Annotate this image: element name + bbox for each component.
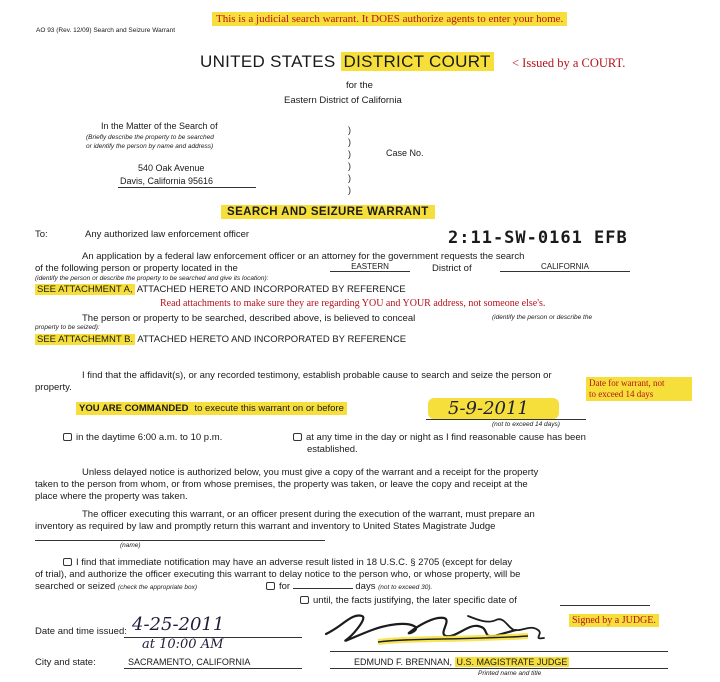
date-issued-value: 4-25-2011 (132, 614, 225, 635)
until-option[interactable] (300, 595, 517, 606)
court-highlight: DISTRICT COURT (341, 52, 494, 71)
delay-days-small: (not to exceed 30). (378, 584, 433, 591)
application-district: EASTERN (330, 262, 410, 272)
annotation-date-note-1: Date for warrant, not (589, 378, 665, 388)
to-label: To: (35, 229, 48, 240)
matter-address-1: 540 Oak Avenue (138, 163, 205, 173)
until-label: until, the facts justifying, the later specific date of (313, 595, 517, 606)
name-underline (35, 540, 325, 541)
judge-name: EDMUND F. BRENNAN, (354, 657, 453, 667)
case-no-label: Case No. (386, 148, 424, 158)
delay-checkbox[interactable] (63, 558, 72, 566)
application-small: (identify the person or describe the property to be searched and give its location): (35, 275, 269, 282)
delay-for-label: for (279, 581, 291, 592)
date-issued-label: Date and time issued: (35, 626, 127, 637)
to-value: Any authorized law enforcement officer (85, 229, 250, 240)
application-state: CALIFORNIA (500, 262, 630, 272)
delay-days-blank[interactable] (293, 588, 353, 589)
anytime-checkbox[interactable] (293, 433, 302, 441)
delay-for-checkbox[interactable] (266, 582, 275, 590)
commanded-rest: to execute this warrant on or before (191, 402, 346, 415)
printed-name-underline (330, 668, 668, 669)
attachment-b-rest: ATTACHED HERETO AND INCORPORATED BY REFERENCE (137, 334, 407, 345)
attachment-a-line (35, 284, 406, 295)
delay-days-label: days (355, 581, 376, 592)
matter-desc-2: or identify the person by name and address) (86, 143, 214, 150)
execute-by-date: 5-9-2011 (428, 398, 559, 419)
execute-by-underline (426, 419, 586, 420)
attachment-a-highlight: SEE ATTACHMENT A, (37, 284, 133, 295)
notice-line-1: Unless delayed notice is authorized below, you must give a copy of the warrant and a receipt for the property (82, 467, 539, 478)
city-label: City and state: (35, 657, 96, 668)
anytime-option[interactable] (293, 432, 586, 443)
application-line-2: of the following person or property located in the (35, 263, 238, 274)
anytime-label-2: established. (307, 444, 358, 455)
conceal-line: The person or property to be searched, described above, is believed to conceal (82, 313, 416, 324)
attachment-b-highlight: SEE ATTACHEMNT B. (37, 334, 134, 345)
matter-underline (118, 187, 256, 188)
affidavit-line-2: property. (35, 382, 72, 393)
delay-line-3 (35, 581, 197, 592)
time-issued-value: at 10:00 AM (142, 637, 224, 652)
printed-name-label: Printed name and title (478, 670, 542, 677)
affidavit-line-1: I find that the affidavit(s), or any recorded testimony, establish probable cause to search and seize the person or (82, 370, 552, 381)
delay-line-1[interactable] (63, 557, 512, 568)
daytime-checkbox[interactable] (63, 433, 72, 441)
notice-line-2: taken to the person from whom, or from whose premises, the property was taken, or leave the copy and receipt at the (35, 479, 528, 490)
name-label: (name) (120, 542, 141, 549)
case-number: 2:11-SW-0161 EFB (448, 228, 628, 248)
judge-title: U.S. MAGISTRATE JUDGE (456, 657, 568, 667)
daytime-option[interactable] (63, 432, 222, 443)
application-district-of: District of (432, 263, 472, 274)
for-the: for the (346, 80, 373, 91)
matter-brackets: ) ) ) ) ) ) (348, 125, 351, 195)
annotation-top: This is a judicial search warrant. It DOES authorize agents to enter your home. (212, 12, 567, 26)
annotation-court: < Issued by a COURT. (512, 56, 626, 70)
delay-label-3: searched or seized (35, 581, 116, 592)
delay-small: (check the appropriate box) (117, 584, 198, 591)
officer-line-1: The officer executing this warrant, or an officer present during the execution of the warrant, must prepare an (82, 509, 535, 520)
district-name: Eastern District of California (284, 95, 402, 106)
commanded-highlight: YOU ARE COMMANDED (76, 402, 191, 415)
matter-desc-1: (Briefly describe the property to be searched (86, 134, 214, 141)
annotation-judge: Signed by a JUDGE. (569, 614, 659, 627)
attachment-a-rest: ATTACHED HERETO AND INCORPORATED BY REFERENCE (136, 284, 406, 295)
attachment-b-line (35, 334, 406, 345)
delay-label-1: I find that immediate notification may have an adverse result listed in 18 U.S.C. § 2705 (except for delay (76, 557, 513, 568)
form-header: AO 93 (Rev. 12/09) Search and Seizure Warrant (36, 27, 176, 34)
notice-line-3: place where the property was taken. (35, 491, 188, 502)
court-title (200, 52, 494, 72)
application-line-1: An application by a federal law enforcement officer or an attorney for the government requests the search (82, 251, 525, 262)
until-checkbox[interactable] (300, 596, 309, 604)
court-prefix: UNITED STATES (200, 52, 336, 71)
officer-line-2: inventory as required by law and promptly return this warrant and inventory to United States Magistrate Judge (35, 521, 496, 532)
judge-signature (318, 606, 568, 650)
signature-underline (330, 651, 668, 652)
conceal-small-2: property to be seized): (35, 324, 100, 331)
delay-for-option[interactable] (266, 581, 432, 592)
warrant-title: SEARCH AND SEIZURE WARRANT (221, 205, 435, 219)
anytime-label-1: at any time in the day or night as I find reasonable cause has been (306, 432, 586, 443)
city-underline (124, 668, 302, 669)
conceal-small-1: (identify the person or describe the (492, 314, 593, 321)
commanded-line (76, 403, 347, 414)
not-exceed-note: (not to exceed 14 days) (492, 421, 560, 428)
matter-title: In the Matter of the Search of (101, 121, 218, 131)
annotation-date-note (586, 377, 692, 401)
daytime-label: in the daytime 6:00 a.m. to 10 p.m. (76, 432, 223, 443)
annotation-attachments: Read attachments to make sure they are regarding YOU and YOUR address, not someone else's. (160, 298, 546, 309)
matter-address-2: Davis, California 95616 (120, 176, 214, 186)
city-value: SACRAMENTO, CALIFORNIA (128, 657, 251, 667)
judge-printed-name (354, 657, 569, 667)
until-date-blank[interactable] (560, 605, 650, 606)
delay-line-2: of trial), and authorize the officer executing this warrant to delay notice to the person who, or whose property, will be (35, 569, 521, 580)
annotation-date-note-2: to exceed 14 days (589, 389, 654, 399)
